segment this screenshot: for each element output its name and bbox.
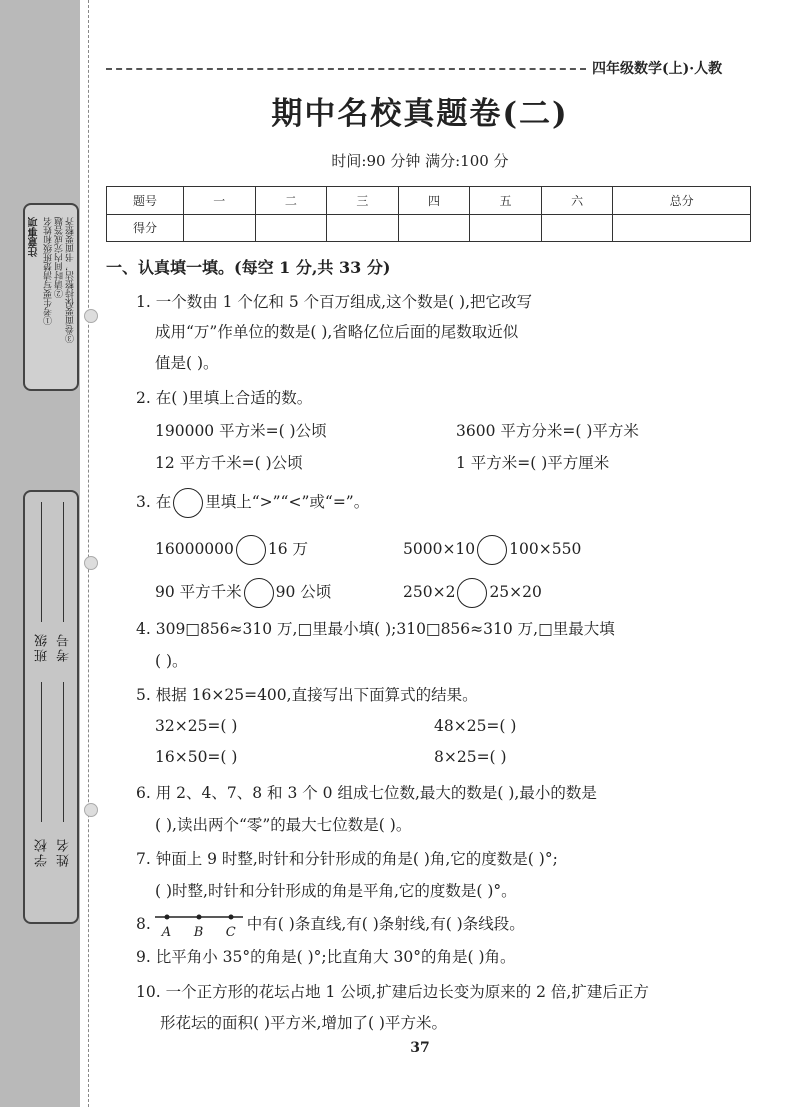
question-10-line: 10. 一个正方形的花坛占地 1 公顷,扩建后边长变为原来的 2 倍,扩建后正方 bbox=[136, 983, 649, 1001]
question-3-item bbox=[403, 535, 581, 565]
field-name: 姓名 bbox=[57, 837, 72, 867]
number-write-line[interactable] bbox=[63, 502, 64, 622]
binding-hole bbox=[84, 309, 98, 323]
compare-circle[interactable] bbox=[236, 535, 266, 565]
field-exam-number: 考号 bbox=[57, 632, 72, 662]
score-header-cell: 总分 bbox=[613, 187, 751, 215]
score-header-cell: 四 bbox=[398, 187, 470, 215]
field-class: 班级 bbox=[35, 632, 50, 662]
question-9-line: 9. 比平角小 35°的角是( )°;比直角大 30°的角是( )角。 bbox=[136, 948, 516, 966]
compare-right: 100×550 bbox=[509, 540, 582, 558]
question-5-item: 48×25=( ) bbox=[434, 717, 517, 735]
compare-right: 16 万 bbox=[267, 540, 309, 558]
question-2-item: 12 平方千米=( )公顷 bbox=[155, 454, 303, 472]
point-label: A bbox=[161, 925, 172, 940]
binding-hole bbox=[84, 803, 98, 817]
point-label: B bbox=[193, 925, 204, 940]
compare-right: 25×20 bbox=[489, 583, 542, 601]
compare-circle bbox=[173, 488, 203, 518]
page-title: 期中名校真题卷(二) bbox=[271, 96, 569, 132]
header-dashed-line bbox=[106, 68, 586, 70]
score-cell[interactable] bbox=[398, 214, 470, 242]
question-5-item: 32×25=( ) bbox=[155, 717, 238, 735]
field-school: 学校 bbox=[35, 837, 50, 867]
point-label: C bbox=[225, 925, 236, 940]
score-table bbox=[106, 186, 751, 242]
score-table-score-row bbox=[107, 214, 751, 242]
question-3-item bbox=[155, 578, 331, 608]
score-cell[interactable] bbox=[470, 214, 542, 242]
student-info-box bbox=[23, 490, 79, 924]
question-5-item: 8×25=( ) bbox=[434, 748, 507, 766]
compare-circle[interactable] bbox=[477, 535, 507, 565]
binding-hole bbox=[84, 556, 98, 570]
question-2-item: 3600 平方分米=( )平方米 bbox=[456, 422, 639, 440]
question-5-item: 16×50=( ) bbox=[155, 748, 238, 766]
compare-left: 250×2 bbox=[403, 583, 456, 601]
question-4-line: 4. 309□856≈310 万,□里最小填( );310□856≈310 万,□里最大填 bbox=[136, 620, 615, 638]
question-3-suffix: 里填上“>”“<”或“=”。 bbox=[205, 493, 370, 511]
class-write-line[interactable] bbox=[41, 502, 42, 622]
compare-circle[interactable] bbox=[244, 578, 274, 608]
question-3-item bbox=[403, 578, 542, 608]
question-1-line: 值是( )。 bbox=[155, 354, 219, 372]
score-cell[interactable] bbox=[327, 214, 399, 242]
compare-left: 90 平方千米 bbox=[155, 583, 242, 601]
notes-title: 注意事项 bbox=[29, 217, 40, 257]
compare-left: 5000×10 bbox=[403, 540, 476, 558]
question-10-line: 形花坛的面积( )平方米,增加了( )平方米。 bbox=[160, 1014, 447, 1032]
notes-box bbox=[23, 203, 79, 391]
note-line: ①考生要写清楚班级和姓名 bbox=[44, 217, 54, 325]
score-cell[interactable] bbox=[184, 214, 256, 242]
name-write-line[interactable] bbox=[63, 682, 64, 822]
question-4-line: ( )。 bbox=[155, 652, 188, 670]
score-header-cell: 三 bbox=[327, 187, 399, 215]
note-line: ②请时间内完成答题 bbox=[55, 217, 65, 298]
compare-circle[interactable] bbox=[457, 578, 487, 608]
school-write-line[interactable] bbox=[41, 682, 42, 822]
line-figure bbox=[151, 915, 247, 940]
score-header-cell: 二 bbox=[255, 187, 327, 215]
score-header-cell: 一 bbox=[184, 187, 256, 215]
question-6-line: 6. 用 2、4、7、8 和 3 个 0 组成七位数,最大的数是( ),最小的数是 bbox=[136, 784, 597, 802]
compare-left: 16000000 bbox=[155, 540, 234, 558]
page-number: 37 bbox=[410, 1040, 430, 1056]
question-7-line: ( )时整,时针和分针形成的角是平角,它的度数是( )°。 bbox=[155, 882, 517, 900]
question-8-line bbox=[136, 914, 525, 940]
score-cell[interactable] bbox=[613, 214, 751, 242]
question-1-line: 成用“万”作单位的数是( ),省略亿位后面的尾数取近似 bbox=[155, 323, 519, 341]
question-2-item: 190000 平方米=( )公顷 bbox=[155, 422, 327, 440]
subject-label: 四年级数学(上)·人教 bbox=[592, 61, 723, 77]
question-5-line: 5. 根据 16×25=400,直接写出下面算式的结果。 bbox=[136, 686, 478, 704]
question-3-prefix: 3. 在 bbox=[136, 493, 172, 511]
section-heading: 一、认真填一填。(每空 1 分,共 33 分) bbox=[106, 258, 391, 277]
score-header-cell: 六 bbox=[541, 187, 613, 215]
score-cell[interactable] bbox=[541, 214, 613, 242]
score-cell[interactable] bbox=[255, 214, 327, 242]
score-header-cell: 题号 bbox=[107, 187, 184, 215]
compare-right: 90 公顷 bbox=[275, 583, 332, 601]
question-3-item bbox=[155, 535, 308, 565]
question-1-line: 1. 一个数由 1 个亿和 5 个百万组成,这个数是( ),把它改写 bbox=[136, 293, 533, 311]
score-row-label: 得分 bbox=[107, 214, 184, 242]
exam-info: 时间:90 分钟 满分:100 分 bbox=[331, 152, 509, 170]
score-header-cell: 五 bbox=[470, 187, 542, 215]
question-2-line: 2. 在( )里填上合适的数。 bbox=[136, 389, 313, 407]
question-3-line bbox=[136, 488, 369, 518]
question-7-line: 7. 钟面上 9 时整,时针和分针形成的角是( )角,它的度数是( )°; bbox=[136, 850, 558, 868]
question-8-prefix: 8. bbox=[136, 915, 151, 933]
question-8-suffix: 中有( )条直线,有( )条射线,有( )条线段。 bbox=[246, 915, 525, 933]
note-line: ③卷面要保持整洁，书面要整齐 bbox=[66, 217, 76, 343]
score-table-header-row bbox=[107, 187, 751, 215]
question-6-line: ( ),读出两个“零”的最大七位数是( )。 bbox=[155, 816, 412, 834]
question-2-item: 1 平方米=( )平方厘米 bbox=[456, 454, 610, 472]
